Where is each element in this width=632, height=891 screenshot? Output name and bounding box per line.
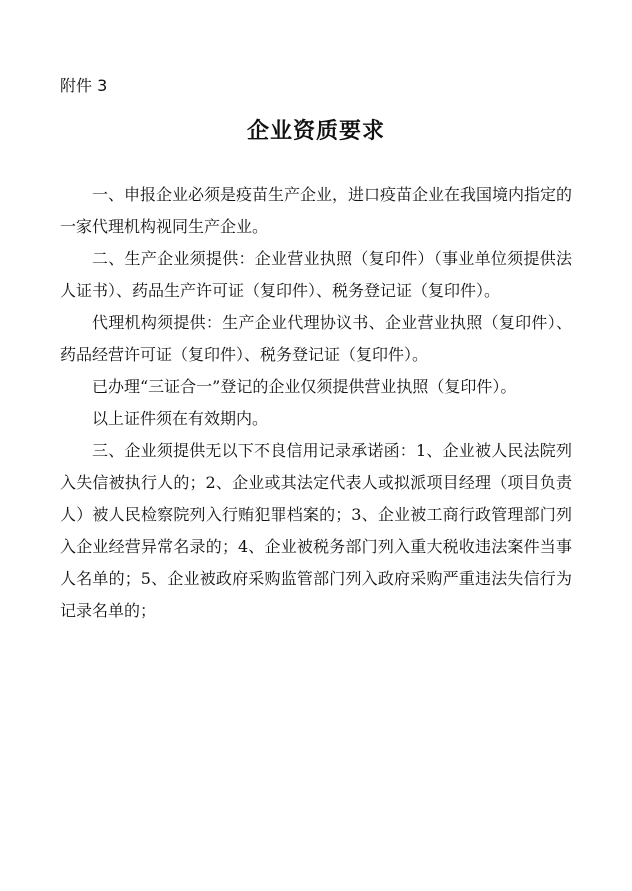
document-body bbox=[60, 179, 572, 627]
paragraph-requirement-3: 三、企业须提供无以下不良信用记录承诺函：1、企业被人民法院列入失信被执行人的；2、企业或其法定代表人或拟派项目经理（项目负责人）被人民检察院列入行贿犯罪档案的；3、企业被工商行政管理部门列入企业经营异常名录的；4、企业被税务部门列入重大税收违法案件当事人名单的；5、企业被政府采购监管部门列入政府采购严重违法失信行为记录名单的； bbox=[60, 441, 572, 620]
paragraph-agency-requirements: 代理机构须提供：生产企业代理协议书、企业营业执照（复印件）、药品经营许可证（复印件）、税务登记证（复印件）。 bbox=[60, 313, 572, 364]
paragraph-requirement-1: 一、申报企业必须是疫苗生产企业，进口疫苗企业在我国境内指定的一家代理机构视同生产企业。 bbox=[60, 185, 573, 236]
attachment-label: 附件 3 bbox=[60, 76, 108, 95]
paragraph-requirement-2: 二、生产企业须提供：企业营业执照（复印件）（事业单位须提供法人证书）、药品生产许可证（复印件）、税务登记证（复印件）。 bbox=[60, 249, 572, 300]
paragraph-three-in-one: 已办理“三证合一”登记的企业仅须提供营业执照（复印件）。 bbox=[92, 377, 517, 396]
paragraph-validity: 以上证件须在有效期内。 bbox=[92, 409, 269, 428]
page-title: 企业资质要求 bbox=[246, 118, 385, 144]
